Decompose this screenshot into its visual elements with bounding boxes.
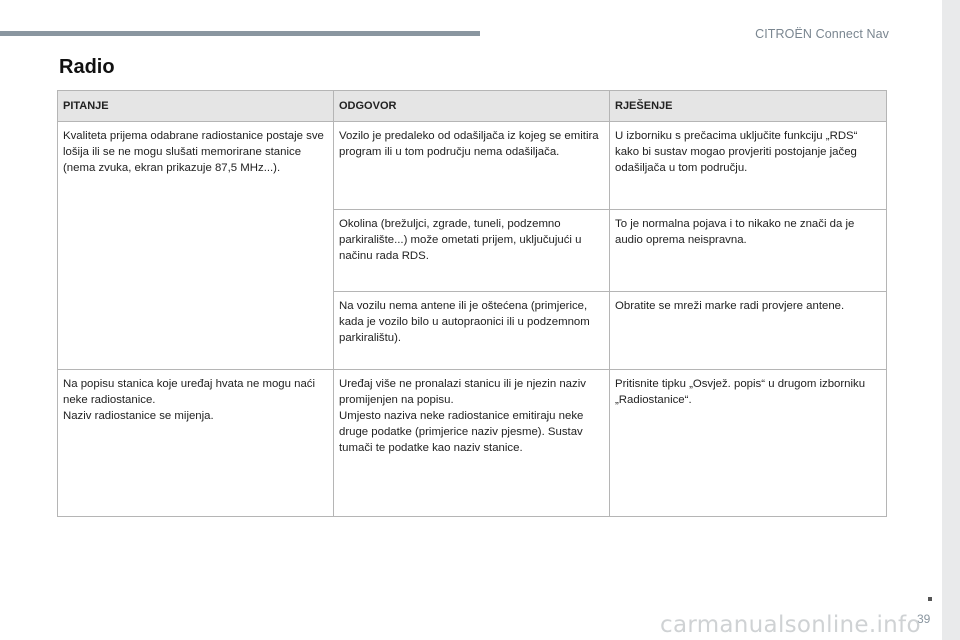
faq-table	[57, 90, 887, 517]
page-number: 39	[917, 612, 931, 626]
header-title: CITROËN Connect Nav	[755, 27, 889, 41]
watermark: carmanualsonline.info	[660, 612, 921, 638]
solution-cell: To je normalna pojava i to nikako ne znači da je audio oprema neispravna.	[610, 210, 887, 292]
column-header-answer: ODGOVOR	[334, 91, 610, 122]
answer-cell: Uređaj više ne pronalazi stanicu ili je njezin naziv promijenjen na popisu. Umjesto naziva neke radiostanice emitiraju neke druge podatke (primjerice naziv pjesme). Sustav tumači te podatke kao naziv stanice.	[334, 370, 610, 517]
answer-cell: Okolina (brežuljci, zgrade, tuneli, podzemno parkiralište...) može ometati prijem, uključujući u načinu rada RDS.	[334, 210, 610, 292]
answer-cell: Na vozilu nema antene ili je oštećena (primjerice, kada je vozilo bilo u autopraonici ili u podzemnom parkiralištu).	[334, 292, 610, 370]
solution-cell: U izborniku s prečacima uključite funkciju „RDS“ kako bi sustav mogao provjeriti postojanje jačeg odašiljača u tom području.	[610, 122, 887, 210]
page-marker	[928, 597, 932, 601]
column-header-solution: RJEŠENJE	[610, 91, 887, 122]
table-header-row	[58, 91, 887, 122]
solution-cell: Obratite se mreži marke radi provjere antene.	[610, 292, 887, 370]
table-row	[58, 370, 887, 517]
header-bar	[0, 31, 480, 36]
side-strip	[942, 0, 960, 640]
question-cell: Kvaliteta prijema odabrane radiostanice postaje sve lošija ili se ne mogu slušati memorirane stanice (nema zvuka, ekran prikazuje 87,5 MHz...).	[58, 122, 334, 370]
table-row	[58, 122, 887, 210]
solution-cell: Pritisnite tipku „Osvjež. popis“ u drugom izborniku „Radiostanice“.	[610, 370, 887, 517]
column-header-question: PITANJE	[58, 91, 334, 122]
answer-cell: Vozilo je predaleko od odašiljača iz kojeg se emitira program ili u tom području nema odašiljača.	[334, 122, 610, 210]
page-title: Radio	[59, 56, 115, 78]
question-cell: Na popisu stanica koje uređaj hvata ne mogu naći neke radiostanice. Naziv radiostanice se mijenja.	[58, 370, 334, 517]
